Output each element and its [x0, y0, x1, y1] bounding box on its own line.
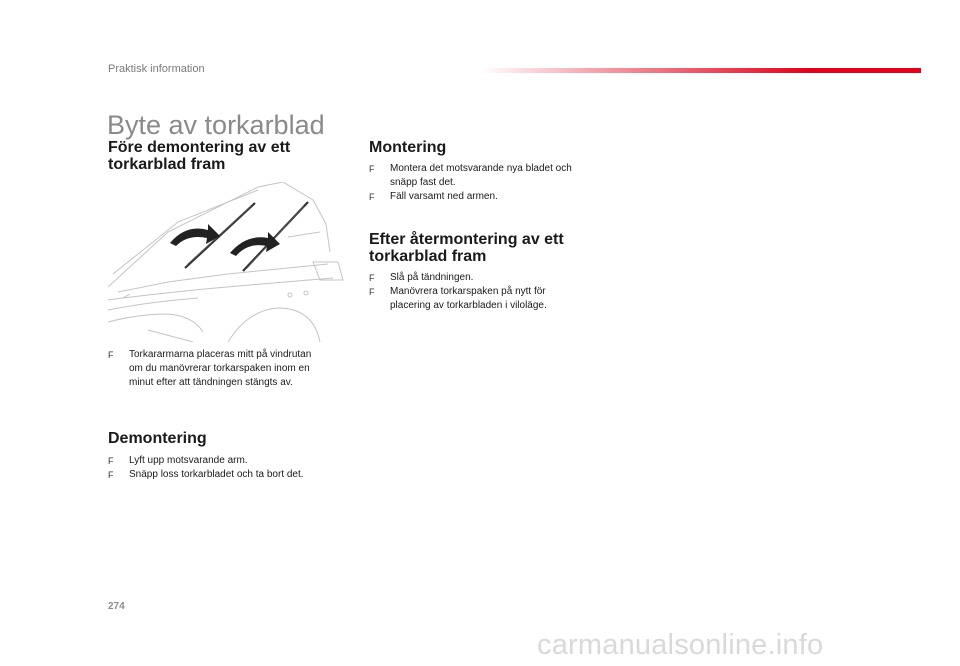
removal-list: [108, 454, 358, 482]
list-item: [108, 468, 358, 482]
note-list: [108, 348, 358, 390]
item-line: snäpp fast det.: [390, 177, 456, 188]
bullet-icon: F: [369, 164, 375, 174]
bullet-icon: F: [108, 470, 114, 480]
item-line: Manövrera torkarspaken på nytt för: [390, 286, 546, 297]
watermark: carmanualsonline.info: [537, 629, 824, 661]
item-line: Fäll varsamt ned armen.: [390, 191, 498, 202]
item-line: placering av torkarbladen i viloläge.: [390, 300, 547, 311]
bullet-icon: F: [108, 350, 114, 360]
item-line: om du manövrerar torkarspaken inom en: [129, 363, 310, 374]
bullet-icon: F: [369, 287, 375, 297]
after-list: [369, 271, 619, 313]
bullet-icon: F: [108, 456, 114, 466]
page-number: 274: [108, 601, 125, 612]
heading-line: Före demontering av ett: [108, 139, 291, 156]
fitting-list: [369, 162, 619, 204]
heading-line: torkarblad fram: [369, 248, 487, 265]
heading-after-refitting: [369, 231, 564, 265]
section-label: Praktisk information: [108, 63, 205, 75]
item-line: Snäpp loss torkarbladet och ta bort det.: [129, 469, 304, 480]
list-item: [108, 454, 358, 468]
bullet-icon: F: [369, 192, 375, 202]
header-accent-bar: [480, 68, 921, 73]
list-item: [369, 162, 619, 190]
item-line: Slå på tändningen.: [390, 272, 474, 283]
list-item: [369, 271, 619, 285]
heading-before-removal: [108, 139, 290, 173]
wiper-drawing: [108, 182, 348, 342]
heading-line: torkarblad fram: [108, 156, 226, 173]
list-item: [108, 348, 358, 390]
bullet-icon: F: [369, 273, 375, 283]
heading-line: Efter återmontering av ett: [369, 231, 564, 248]
item-line: Montera det motsvarande nya bladet och: [390, 163, 572, 174]
item-line: minut efter att tändningen stängts av.: [129, 377, 293, 388]
heading-removal: Demontering: [108, 430, 207, 447]
list-item: [369, 190, 619, 204]
windscreen-wiper-illustration: [108, 182, 348, 342]
item-line: Lyft upp motsvarande arm.: [129, 455, 248, 466]
list-item: [369, 285, 619, 313]
heading-fitting: Montering: [369, 139, 447, 156]
page-title: Byte av torkarblad: [107, 110, 325, 141]
item-line: Torkararmarna placeras mitt på vindrutan: [129, 349, 312, 360]
